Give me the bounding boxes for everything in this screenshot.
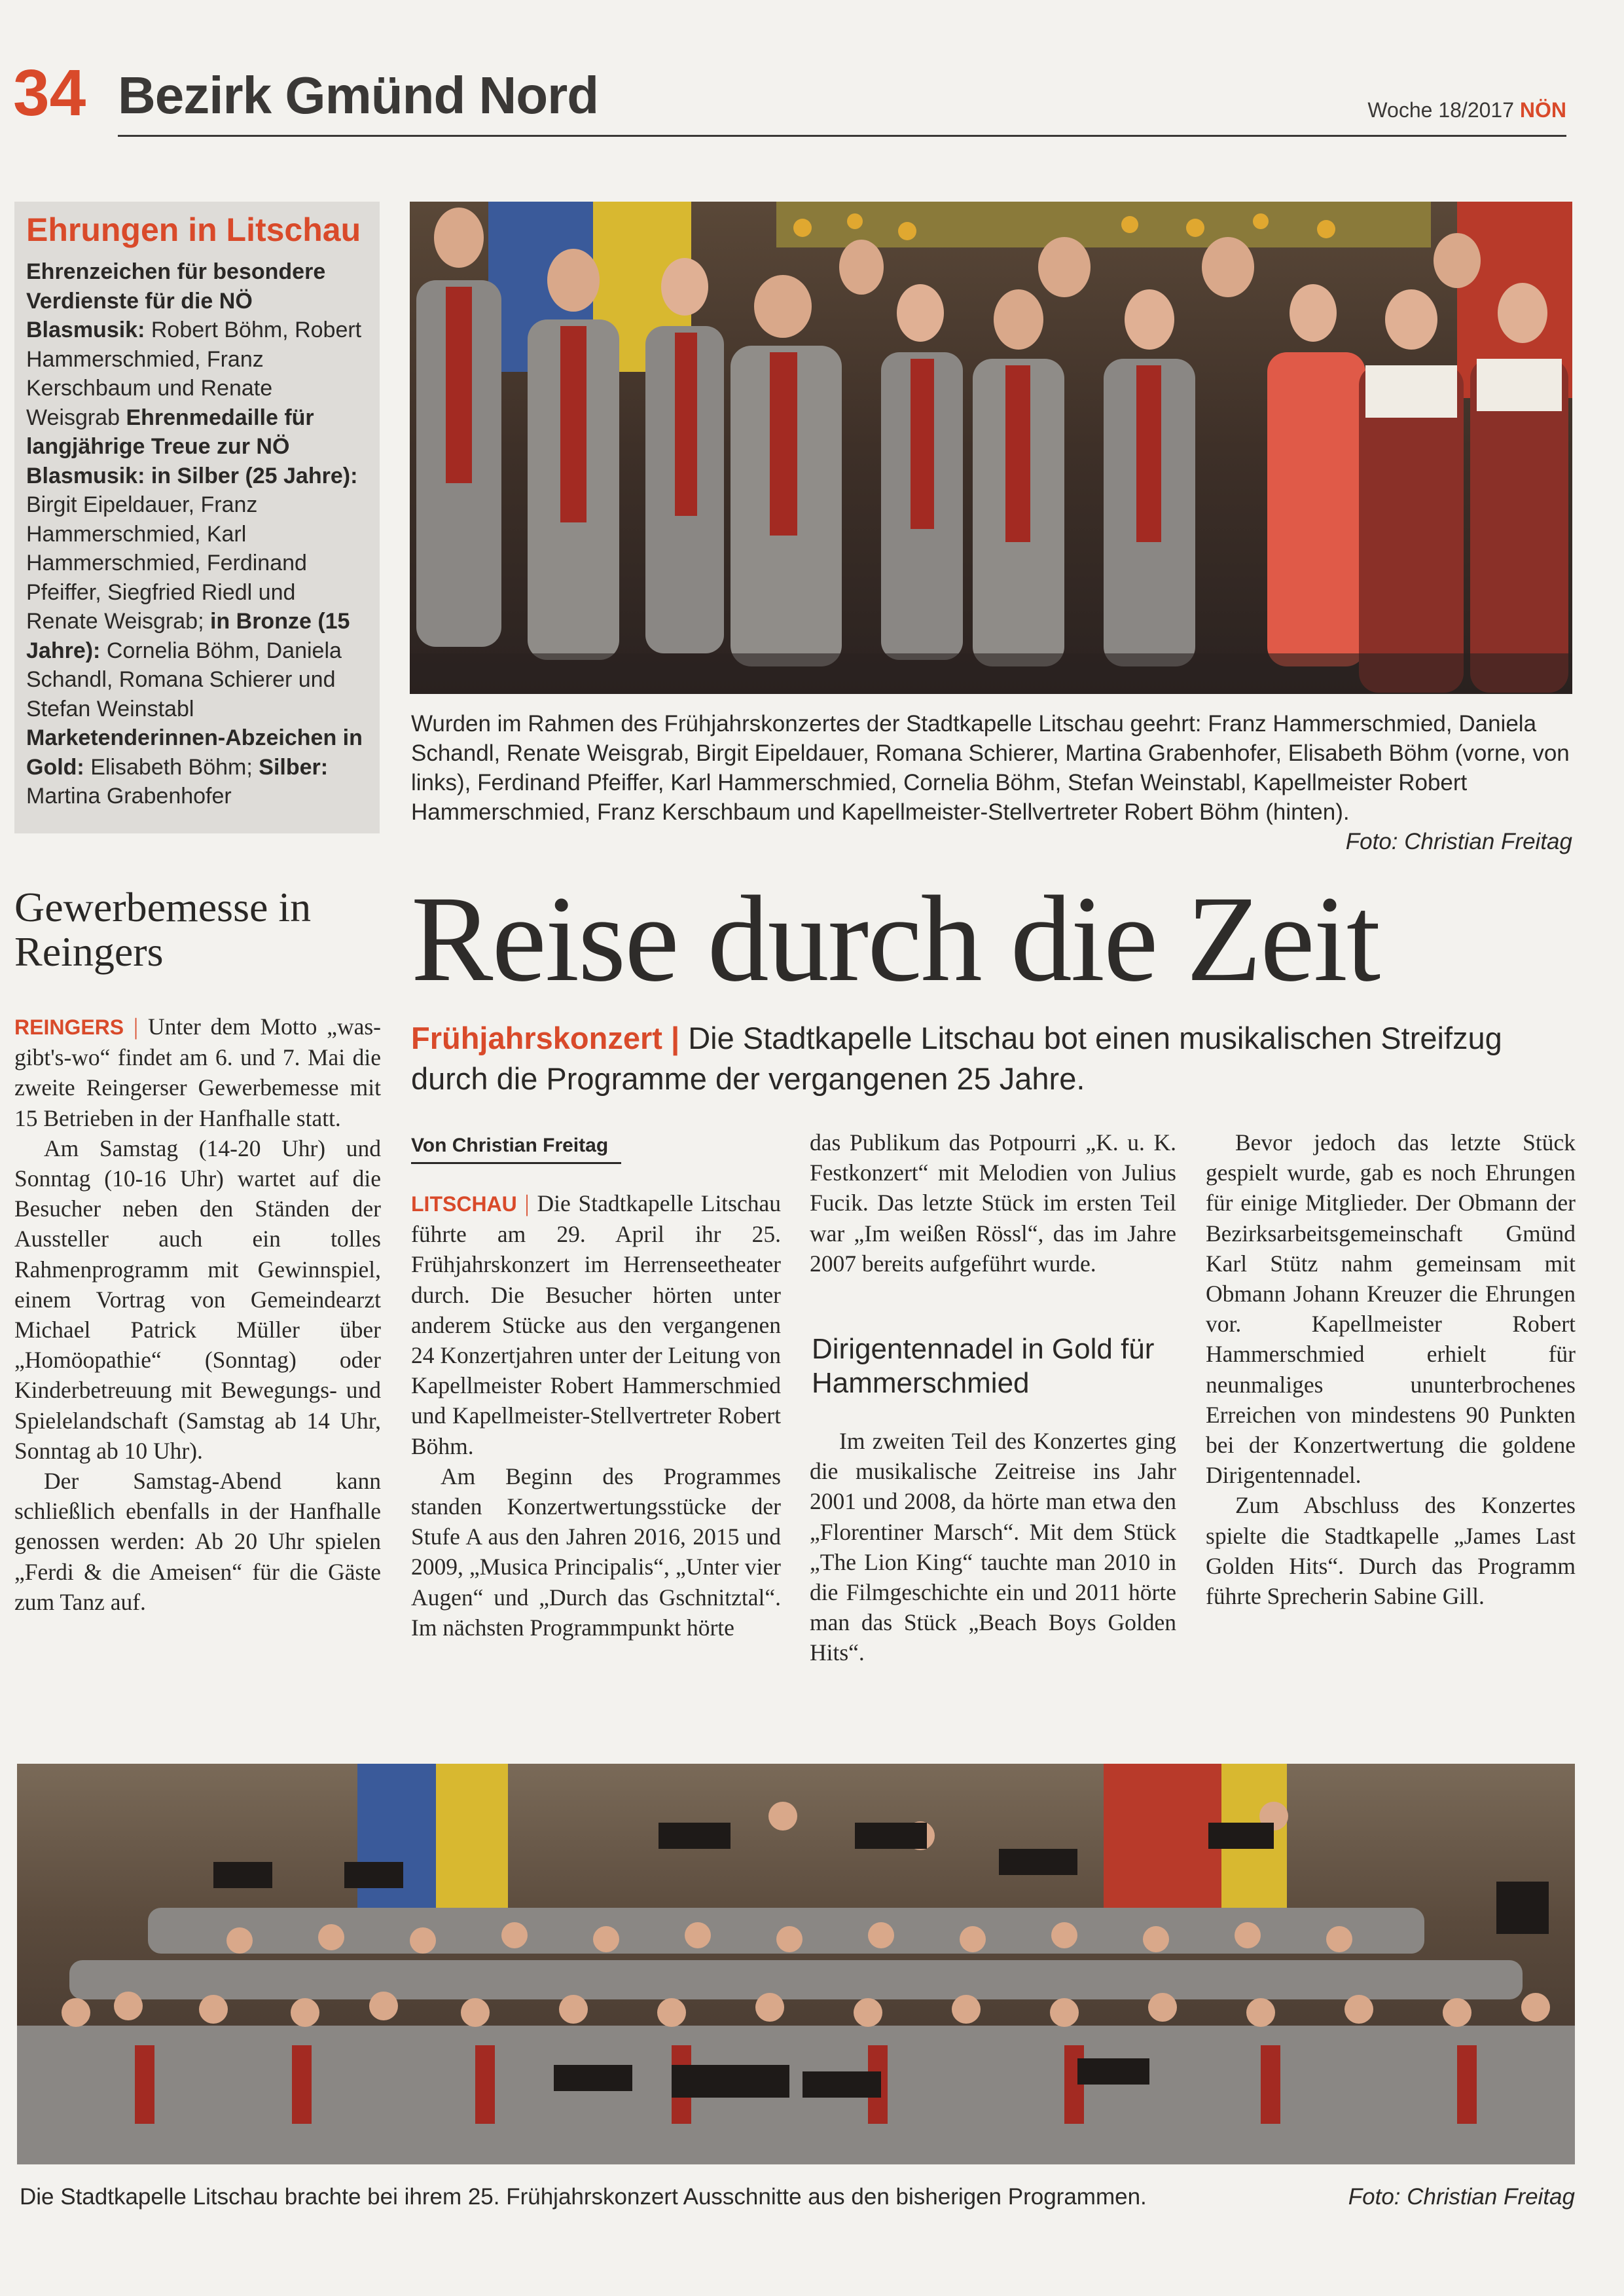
main-deck: Frühjahrskonzert | Die Stadtkapelle Litschau bot einen musikalischen Streifzug durch die Programme der vergangenen 25 Jahre. xyxy=(411,1021,1502,1096)
main-paragraph: Im zweiten Teil des Konzertes ging die musikalische Zeitreise ins Jahr 2001 und 2008, da hörte man etwa den „Florentiner Marsch“. Mit dem Stück „The Lion King“ tauchte man 2010 in die Filmgeschichte ein und 2011 hörte man das Stück „Beach Boys Golden Hits“. xyxy=(810,1428,1176,1666)
caption-text: Die Stadtkapelle Litschau brachte bei ihrem 25. Frühjahrskonzert Ausschnitte aus den bisherigen Programmen. xyxy=(20,2184,1147,2210)
honors-box-title: Ehrungen in Litschau xyxy=(26,211,361,248)
honors-label: in Bronze (15 Jahre): xyxy=(26,609,350,663)
main-paragraph: Am Beginn des Programmes standen Konzertwertungsstücke der Stufe A aus den Jahren 2016, 2015 und 2009, „Musica Principalis“, „Unter vier Augen“ und „Durch das Gschnitztal“. Im nächsten Programmpunkt hörte xyxy=(411,1463,781,1641)
honorees-photo-caption xyxy=(411,709,1572,856)
photo-credit: Foto: Christian Freitag xyxy=(1345,829,1572,854)
orchestra-photo xyxy=(17,1764,1575,2164)
honors-text: Robert Böhm, Robert Hammerschmied, Franz Kerschbaum und Renate Weisgrab xyxy=(26,318,362,430)
main-paragraph: das Publikum das Potpourri „K. u. K. Festkonzert“ mit Melodien von Julius Fucik. Das letzte Stück im ersten Teil war „Im weißen Rössl“, das im Jahre 2007 bereits aufgeführt wurde. xyxy=(810,1129,1176,1277)
honors-text: Martina Grabenhofer xyxy=(26,784,232,809)
byline: Von Christian Freitag xyxy=(411,1135,609,1156)
page-number: 34 xyxy=(13,56,86,130)
honors-label: Ehrenmedaille für langjährige Treue zur NÖ Blasmusik: in Silber (25 Jahre): xyxy=(26,405,358,488)
photo-credit: Foto: Christian Freitag xyxy=(1348,2184,1575,2210)
main-column-2-lower xyxy=(810,1426,1176,1668)
honors-text: Cornelia Böhm, Daniela Schandl, Romana Schierer und Stefan Weinstabl xyxy=(26,638,342,721)
honors-label: Marketenderinnen-Abzeichen in Gold: xyxy=(26,725,363,780)
honors-text: Elisabeth Böhm; xyxy=(90,754,253,780)
main-paragraph: LITSCHAU | Die Stadtkapelle Litschau führte am 29. April ihr 25. Frühjahrskonzert im Herrenseetheater durch. Die Besucher hörten unter anderem Stücke aus den vergangenen 24 Konzertjahren unter der Leitung von Kapellmeister Robert Hammerschmied und Kapellmeister-Stellvertreter Robert Böhm. xyxy=(411,1190,781,1459)
issue-week: Woche 18/2017 xyxy=(1367,98,1514,122)
side-article-paragraph: Am Samstag (14-20 Uhr) und Sonntag (10-16 Uhr) wartet auf die Besucher neben den Ständen der Aussteller auch ein tolles Rahmenprogramm mit Gewinnspiel, einem Vortrag von Gemeindearzt Michael Patrick Müller über „Homöopathie“ (Sonntag) oder Kinderbetreuung mit Bewegungs- und Spielelandschaft (Samstag ab 14 Uhr, Sonntag ab 10 Uhr). xyxy=(14,1135,381,1464)
side-article-kicker: REINGERS xyxy=(14,1015,124,1039)
honors-label: Silber: xyxy=(259,754,329,780)
main-subhead: Dirigentennadel in Gold für Hammerschmied xyxy=(812,1333,1155,1399)
section-title: Bezirk Gmünd Nord xyxy=(118,66,599,124)
main-column-3 xyxy=(1206,1127,1576,1611)
caption-text: Wurden im Rahmen des Frühjahrskonzertes der Stadtkapelle Litschau geehrt: Franz Hammerschmied, Daniela Schandl, Renate Weisgrab, Birgit Eipeldauer, Romana Schierer, Martina Grabenhofer, Elisabeth Böhm (vorne, von links), Ferdinand Pfeiffer, Karl Hammerschmied, Cornelia Böhm, Stefan Weinstabl, Kapellmeister Robert Hammerschmied, Franz Kerschbaum und Kapellmeister-Stellvertreter Robert Böhm (hinten). xyxy=(411,711,1570,825)
side-article-body xyxy=(14,1011,381,1617)
side-article-title: Gewerbemesse in Reingers xyxy=(14,884,312,975)
main-kicker: LITSCHAU xyxy=(411,1192,517,1216)
honors-text: Birgit Eipeldauer, Franz Hammerschmied, Karl Hammerschmied, Ferdinand Pfeiffer, Siegfried Riedl und Renate Weisgrab; xyxy=(26,492,307,634)
side-article-paragraph: Der Samstag-Abend kann schließlich ebenfalls in der Hanfhalle genossen werden: Ab 20 Uhr spielen „Ferdi & die Ameisen“ für die Gäste zum Tanz auf. xyxy=(14,1468,381,1615)
main-headline: Reise durch die Zeit xyxy=(411,870,1380,1007)
issue-info xyxy=(1367,98,1566,122)
orchestra-photo-caption xyxy=(20,2182,1575,2212)
byline-rule xyxy=(411,1162,621,1164)
brand-logo: NÖN xyxy=(1519,98,1566,122)
main-paragraph: Bevor jedoch das letzte Stück gespielt wurde, gab es noch Ehrungen für einige Mitglieder. Der Obmann der Bezirksarbeitsgemeinschaft Gmünd Karl Stütz nahm gemeinsam mit Obmann Johann Kreuzer die Ehrungen vor. Kapellmeister Robert Hammerschmied erhielt für neunmaliges ununterbrochenes Erreichen von mindestens 90 Punkten bei der Konzertwertung die goldene Dirigentennadel. xyxy=(1206,1129,1576,1489)
honors-box-body xyxy=(26,257,368,811)
header-rule xyxy=(118,135,1566,137)
side-article-paragraph: REINGERS | Unter dem Motto „was-gibt's-wo“ findet am 6. und 7. Mai die zweite Reingerser Gewerbemesse mit 15 Betrieben in der Hanfhalle statt. xyxy=(14,1013,381,1131)
honors-box xyxy=(14,202,380,833)
deck-text: Die Stadtkapelle Litschau bot einen musikalischen Streifzug durch die Programme der vergangenen 25 Jahre. xyxy=(411,1021,1502,1096)
main-column-1 xyxy=(411,1188,781,1643)
deck-kicker: Frühjahrskonzert xyxy=(411,1021,662,1055)
main-column-2 xyxy=(810,1127,1176,1279)
honors-label: Ehrenzeichen für besondere Verdienste für die NÖ Blasmusik: xyxy=(26,259,326,342)
honorees-photo xyxy=(410,202,1572,694)
main-paragraph: Zum Abschluss des Konzertes spielte die Stadtkapelle „James Last Golden Hits“. Durch das Programm führte Sprecherin Sabine Gill. xyxy=(1206,1492,1576,1610)
